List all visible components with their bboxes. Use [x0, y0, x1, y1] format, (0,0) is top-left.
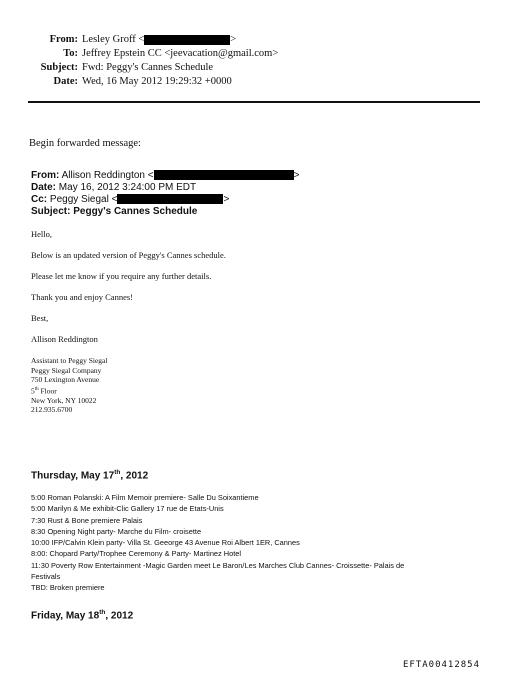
redaction-bar	[117, 194, 223, 204]
header-subject-row	[0, 61, 400, 75]
header-subject-label: Subject:	[40, 62, 78, 73]
schedule-item: Festivals	[31, 572, 61, 582]
header-date-value: Wed, 16 May 2012 19:29:32 +0000	[82, 76, 232, 87]
signature-title: Assistant to Peggy Siegal	[31, 356, 108, 365]
signature-street: 750 Lexington Avenue	[31, 375, 100, 384]
header-to-value: Jeffrey Epstein CC <jeevacation@gmail.com>	[82, 48, 279, 59]
fwd-cc-row: Cc: Peggy Siegal < >	[31, 194, 230, 205]
header-from-row	[0, 33, 300, 47]
body-greeting: Hello,	[31, 229, 53, 239]
body-line-1: Below is an updated version of Peggy's Cannes schedule.	[31, 250, 226, 260]
signature-phone: 212.935.6700	[31, 405, 73, 414]
day-heading-thursday: Thursday, May 17th, 2012	[31, 469, 149, 482]
signature-block	[31, 356, 107, 415]
signature-floor: 5th Floor	[31, 386, 57, 395]
schedule-item: 8:30 Opening Night party- Marche du Film- croisette	[31, 526, 202, 536]
body-closing: Best,	[31, 313, 49, 323]
body-line-3: Thank you and enjoy Cannes!	[31, 292, 133, 302]
fwd-subject-row: Subject: Peggy's Cannes Schedule	[31, 206, 198, 217]
signature-city: New York, NY 10022	[31, 395, 97, 405]
schedule-item: 5:00 Marilyn & Me exhibit-Clic Gallery 17 rue de Etats-Unis	[31, 504, 224, 514]
body-line-2: Please let me know if you require any further details.	[31, 271, 212, 281]
schedule-item: 7:30 Rust & Bone premiere Palais	[31, 515, 143, 525]
header-from-label: From:	[49, 34, 78, 45]
redaction-bar	[154, 170, 294, 180]
redaction-bar	[144, 35, 230, 45]
schedule-item: 10:00 IFP/Calvin Klein party- Villa St. Geeorge 43 Avenue Roi Albert 1ER, Cannes	[31, 538, 300, 548]
header-subject-value: Fwd: Peggy's Cannes Schedule	[82, 62, 214, 73]
schedule-item: TBD: Broken premiere	[31, 583, 105, 593]
header-from-value: Lesley Groff < >	[82, 34, 237, 45]
forward-line: Begin forwarded message:	[29, 138, 141, 149]
header-to-label: To:	[63, 48, 78, 59]
schedule-item: 5:00 Roman Polanski: A Film Memoir premiere- Salle Du Soixantieme	[31, 493, 259, 502]
day-heading-friday: Friday, May 18th, 2012	[31, 609, 134, 622]
header-to-row	[0, 47, 400, 61]
bates-number: EFTA00412854	[403, 660, 481, 670]
body-name: Allison Reddington	[31, 334, 98, 344]
fwd-from-row: From: Allison Reddington < >	[31, 170, 300, 181]
header-date-row	[0, 75, 400, 89]
fwd-date-row: Date: May 16, 2012 3:24:00 PM EDT	[31, 182, 197, 193]
schedule-item: 11:30 Poverty Row Entertainment -Magic Garden meet Le Baron/Les Marches Club Cannes- Croissette- Palais de	[31, 560, 405, 570]
schedule-list	[31, 492, 404, 594]
schedule-item: 8:00: Chopard Party/Trophee Ceremony & Party- Martinez Hotel	[31, 549, 242, 559]
signature-company: Peggy Siegal Company	[31, 365, 102, 375]
header-divider	[28, 101, 480, 103]
header-date-label: Date:	[53, 76, 78, 87]
